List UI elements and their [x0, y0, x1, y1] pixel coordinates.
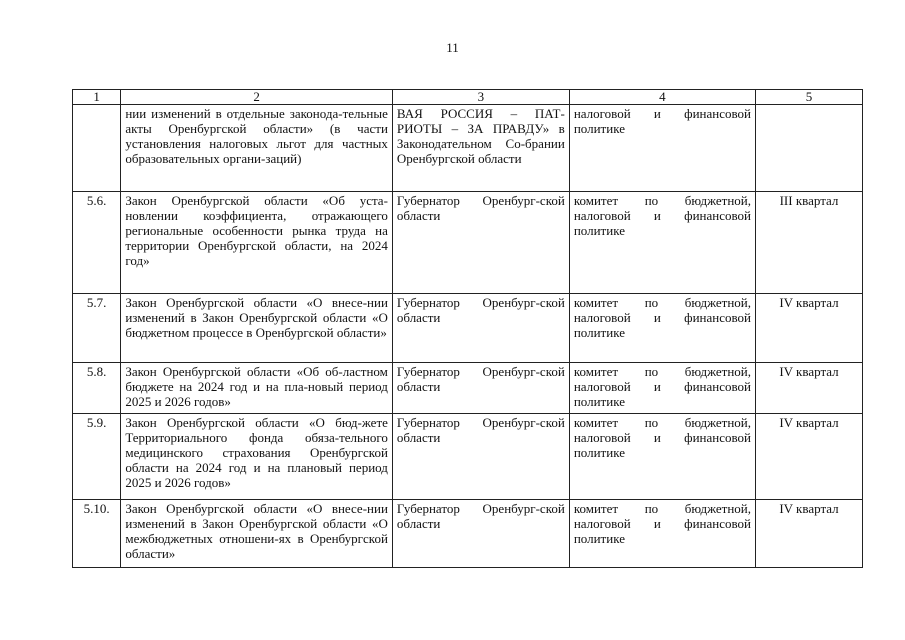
plan-table [72, 89, 863, 568]
table-row [73, 363, 863, 414]
table-header-row [73, 90, 863, 105]
row-number: 5.9. [73, 414, 121, 500]
law-title: Закон Оренбургской области «О внесе-нии изменений в Закон Оренбургской области «О бюджетном процессе в Оренбургской области» [121, 294, 393, 363]
row-number: 5.6. [73, 192, 121, 294]
initiator: Губернатор Оренбург-ской области [392, 294, 569, 363]
responsible-committee: комитет по бюджетной, налоговой и финансовой политике [569, 363, 755, 414]
law-title: нии изменений в отдельные законода-тельные акты Оренбургской области» (в части установления налоговых льгот для частных образовательных органи-заций) [121, 105, 393, 192]
initiator: Губернатор Оренбург-ской области [392, 363, 569, 414]
responsible-committee: комитет по бюджетной, налоговой и финансовой политике [569, 192, 755, 294]
row-number: 5.7. [73, 294, 121, 363]
responsible-committee: комитет по бюджетной, налоговой и финансовой политике [569, 294, 755, 363]
deadline-quarter: IV квартал [756, 414, 863, 500]
deadline-quarter: IV квартал [756, 363, 863, 414]
row-number: 5.8. [73, 363, 121, 414]
law-title: Закон Оренбургской области «Об об-ластном бюджете на 2024 год и на пла-новый период 2025 и 2026 годов» [121, 363, 393, 414]
deadline-quarter: IV квартал [756, 294, 863, 363]
deadline-quarter [756, 105, 863, 192]
header-cell: 2 [121, 90, 393, 105]
header-cell: 1 [73, 90, 121, 105]
responsible-committee: комитет по бюджетной, налоговой и финансовой политике [569, 414, 755, 500]
initiator: Губернатор Оренбург-ской области [392, 192, 569, 294]
deadline-quarter: IV квартал [756, 500, 863, 568]
responsible-committee: комитет по бюджетной, налоговой и финансовой политике [569, 500, 755, 568]
responsible-committee: налоговой и финансовой политике [569, 105, 755, 192]
deadline-quarter: III квартал [756, 192, 863, 294]
header-cell: 4 [569, 90, 755, 105]
table-row [73, 192, 863, 294]
law-title: Закон Оренбургской области «Об уста-новлении коэффициента, отражающего региональные особенности рынка труда на территории Оренбургской области, на 2024 год» [121, 192, 393, 294]
row-number: 5.10. [73, 500, 121, 568]
table-row [73, 414, 863, 500]
initiator: Губернатор Оренбург-ской области [392, 500, 569, 568]
table-row [73, 294, 863, 363]
law-title: Закон Оренбургской области «О бюд-жете Территориального фонда обяза-тельного медицинского страхования Оренбургской области на 2024 год и на плановый период 2025 и 2026 годов» [121, 414, 393, 500]
header-cell: 3 [392, 90, 569, 105]
initiator: Губернатор Оренбург-ской области [392, 414, 569, 500]
row-number [73, 105, 121, 192]
law-title: Закон Оренбургской области «О внесе-нии изменений в Закон Оренбургской области «О межбюджетных отношени-ях в Оренбургской области» [121, 500, 393, 568]
initiator: ВАЯ РОССИЯ – ПАТ-РИОТЫ – ЗА ПРАВДУ» в Законодательном Со-брании Оренбургской области [392, 105, 569, 192]
table-row [73, 500, 863, 568]
page-number: 11 [446, 40, 459, 55]
header-cell: 5 [756, 90, 863, 105]
table-row [73, 105, 863, 192]
